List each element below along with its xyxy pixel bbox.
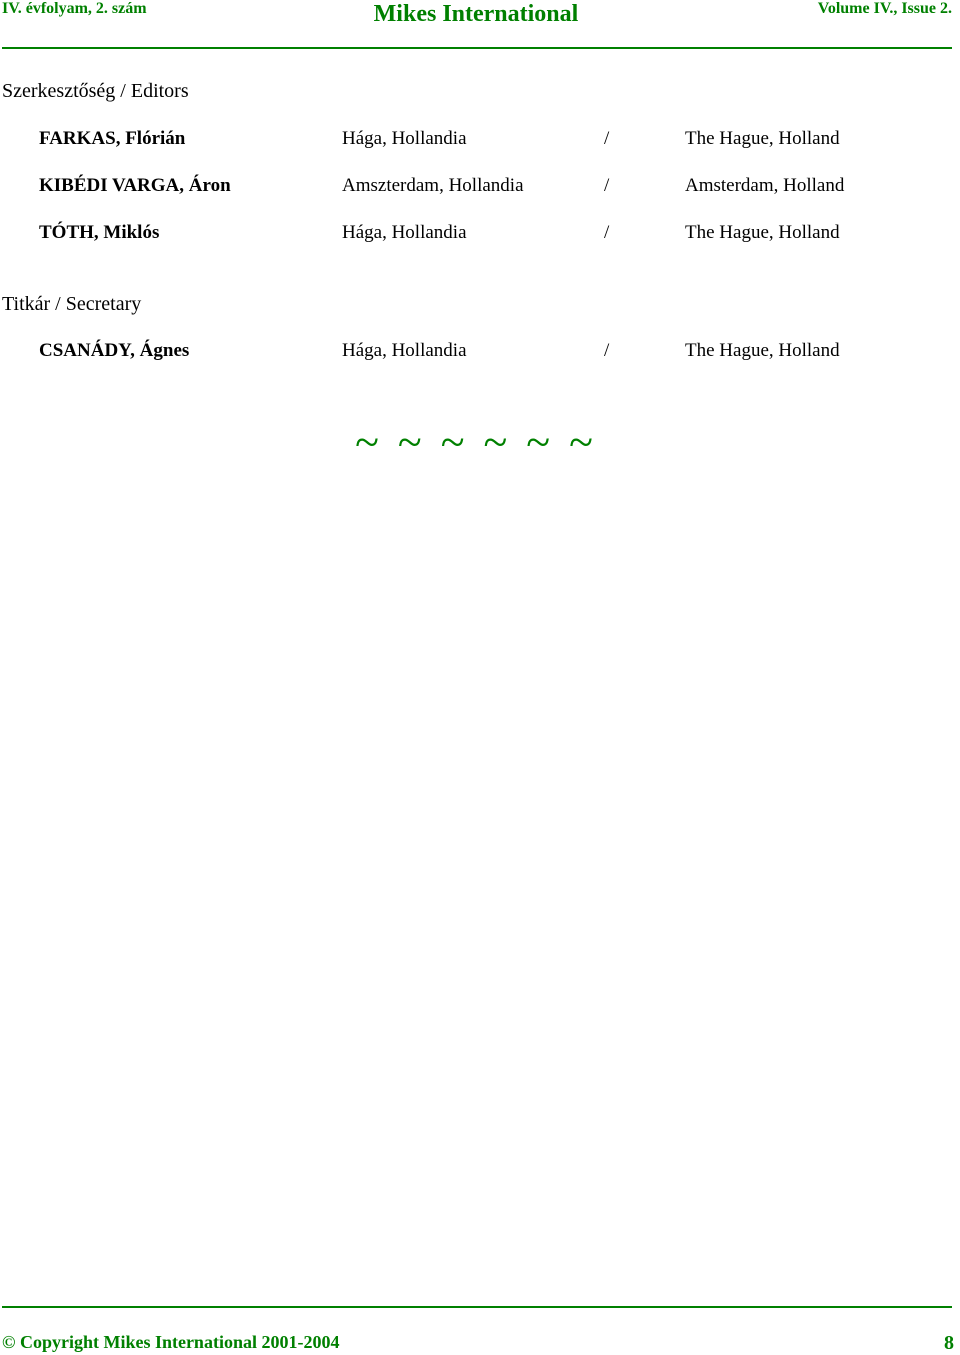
footer-divider [2, 1306, 952, 1308]
header-journal-title: Mikes International [373, 1, 579, 27]
editor-name: FARKAS, Flórián [39, 128, 186, 149]
editor-location-en: The Hague, Holland [685, 128, 840, 149]
editor-location-en: Amsterdam, Holland [685, 175, 845, 196]
secretary-row [0, 339, 952, 365]
location-separator: / [604, 222, 610, 243]
editor-row [0, 174, 952, 200]
editors-section-title: Szerkesztőség / Editors [2, 80, 189, 102]
header-divider [2, 47, 952, 49]
location-separator: / [604, 128, 610, 149]
secretary-location-en: The Hague, Holland [685, 340, 840, 361]
editor-location-hu: Hága, Hollandia [342, 222, 467, 243]
secretary-section-title: Titkár / Secretary [2, 293, 142, 315]
editor-name: KIBÉDI VARGA, Áron [39, 175, 231, 196]
secretary-location-hu: Hága, Hollandia [342, 340, 467, 361]
footer-page-number: 8 [944, 1332, 954, 1354]
header-volume-en: Volume IV., Issue 2. [817, 0, 952, 17]
tilde-ornament: ~ ~ ~ ~ ~ ~ [355, 418, 597, 467]
secretary-name: CSANÁDY, Ágnes [39, 340, 190, 361]
editor-location-hu: Hága, Hollandia [342, 128, 467, 149]
page-header [0, 0, 952, 50]
editor-location-hu: Amszterdam, Hollandia [342, 175, 524, 196]
header-volume-hu: IV. évfolyam, 2. szám [2, 0, 147, 17]
editor-name: TÓTH, Miklós [39, 222, 160, 243]
editor-row [0, 221, 952, 247]
location-separator: / [604, 175, 610, 196]
footer-copyright: © Copyright Mikes International 2001-2004 [2, 1332, 340, 1352]
editor-location-en: The Hague, Holland [685, 222, 840, 243]
location-separator: / [604, 340, 610, 361]
editor-row [0, 127, 952, 153]
